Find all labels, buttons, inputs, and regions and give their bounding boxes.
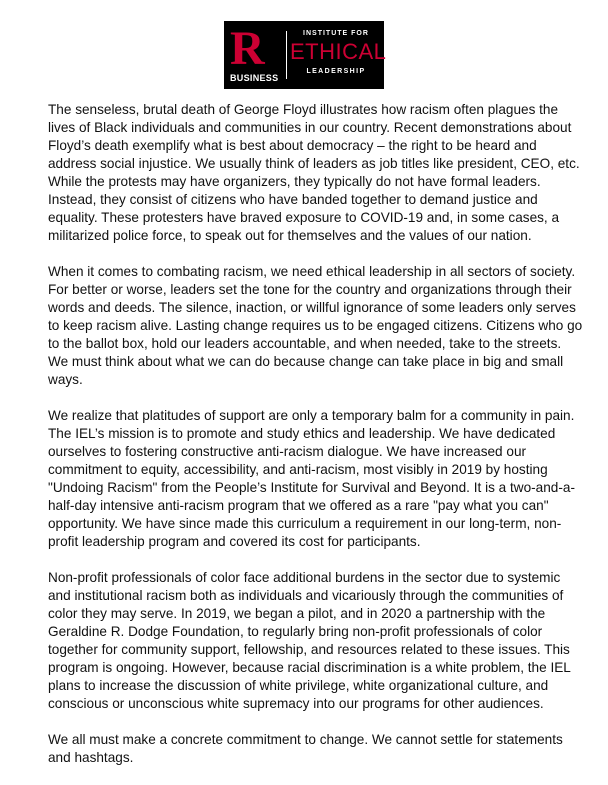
paragraph-line: Instead, they consist of citizens who have banded together to demand justice and [48, 192, 538, 207]
paragraph-line: The IEL’s mission is to promote and study ethics and leadership. We have dedicated [48, 426, 556, 441]
statement-body [48, 101, 588, 785]
logo-business-text: BUSINESS [230, 73, 279, 83]
paragraph-line: While the protests may have organizers, they typically do not have formal leaders. [48, 174, 541, 189]
logo-divider [286, 31, 287, 79]
paragraph-line: "Undoing Racism" from the People’s Institute for Survival and Beyond. It is a two-and-a- [48, 480, 575, 495]
paragraph-line: commitment to equity, accessibility, and anti-racism, most visibly in 2019 by hosting [48, 462, 548, 477]
paragraph-2 [48, 263, 588, 389]
logo-r-letter: R [230, 22, 264, 75]
paragraph-line: The senseless, brutal death of George Floyd illustrates how racism often plagues the [48, 102, 559, 117]
paragraph-line: ourselves to fostering constructive anti-racism dialogue. We have increased our [48, 444, 527, 459]
paragraph-4 [48, 569, 588, 713]
logo-ethical-text: ETHICAL [290, 39, 387, 64]
paragraph-line: ways. [48, 372, 83, 387]
paragraph-line: militarized police force, to speak out for themselves and the values of our nation. [48, 228, 532, 243]
paragraph-line: For better or worse, leaders set the tone for the country and organizations through their [48, 282, 572, 297]
paragraph-line: and institutional racism both as individuals and vicariously through the communities of [48, 588, 564, 603]
paragraph-line: conscious or unconscious white supremacy into our programs for other audiences. [48, 696, 544, 711]
paragraph-line: address social injustice. We usually think of leaders as job titles like president, CEO, etc. [48, 156, 580, 171]
logo-leadership-text: LEADERSHIP [306, 68, 366, 75]
paragraph-3 [48, 407, 588, 551]
paragraph-1 [48, 101, 588, 245]
paragraph-line: half-day intensive anti-racism program that we offered as a rare "pay what you can" [48, 498, 549, 513]
paragraph-line: words and deeds. The silence, inaction, or willful ignorance of some leaders only serves [48, 300, 576, 315]
paragraph-line: We must think about what we can do because change can take place in big and small [48, 354, 564, 369]
logo-institute-for-text: INSTITUTE FOR [303, 30, 369, 37]
paragraph-line: Floyd’s death exemplify what is best about democracy – the right to be heard and [48, 138, 537, 153]
paragraph-line: Geraldine R. Dodge Foundation, to regularly bring non-profit professionals of color [48, 624, 543, 639]
paragraph-line: program is ongoing. However, because racial discrimination is a white problem, the IEL [48, 660, 571, 675]
paragraph-line: We realize that platitudes of support are only a temporary balm for a community in pain. [48, 408, 575, 423]
paragraph-line: lives of Black individuals and communities in our country. Recent demonstrations about [48, 120, 572, 135]
paragraph-5 [48, 731, 588, 767]
paragraph-line: equality. These protesters have braved exposure to COVID-19 and, in some cases, a [48, 210, 560, 225]
paragraph-line: and hashtags. [48, 750, 134, 765]
paragraph-line: to the ballot box, hold our leaders accountable, and when needed, take to the streets. [48, 336, 562, 351]
paragraph-line: When it comes to combating racism, we need ethical leadership in all sectors of society. [48, 264, 576, 279]
paragraph-line: opportunity. We have since made this curriculum a requirement in our long-term, non- [48, 516, 562, 531]
paragraph-line: color they may serve. In 2019, we began a pilot, and in 2020 a partnership with the [48, 606, 546, 621]
paragraph-line: together for community support, fellowship, and resources related to these issues. This [48, 642, 570, 657]
paragraph-line: plans to increase the discussion of white privilege, white organizational culture, and [48, 678, 549, 693]
paragraph-line: We all must make a concrete commitment to change. We cannot settle for statements [48, 732, 563, 747]
paragraph-line: profit leadership program and covered its cost for participants. [48, 534, 421, 549]
institute-for-ethical-leadership-logo [224, 21, 387, 89]
paragraph-line: Non-profit professionals of color face additional burdens in the sector due to systemic [48, 570, 561, 585]
paragraph-line: to keep racism alive. Lasting change requires us to be engaged citizens. Citizens who go [48, 318, 583, 333]
